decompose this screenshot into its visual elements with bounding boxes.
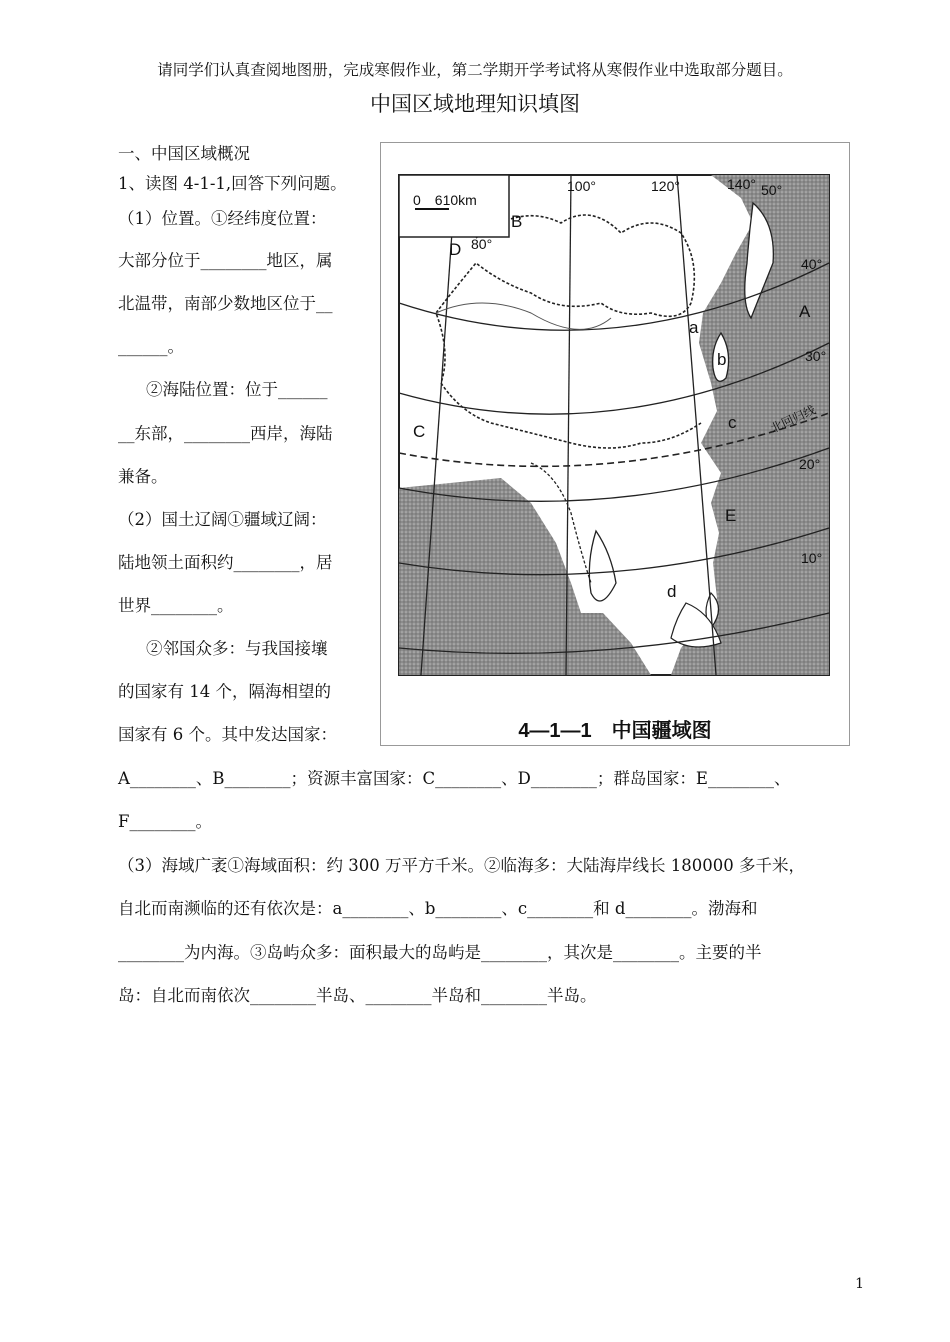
latitude-label-40: 40° [801, 256, 823, 272]
question-line: 国家有 6 个。其中发达国家： [118, 725, 337, 744]
question-line: （2）国土辽阔①疆域辽阔： [118, 510, 327, 529]
question-line: ________为内海。③岛屿众多：面积最大的岛屿是________，其次是________。主要的半 [118, 943, 762, 962]
question-line: 世界________。 [118, 596, 234, 615]
latitude-label-80: 80° [471, 236, 493, 252]
section-heading: 一、中国区域概况 [118, 144, 250, 163]
question-line: 陆地领土面积约________，居 [118, 553, 333, 572]
question-line: （3）海域广袤①海域面积：约 300 万平方千米。②临海多：大陆海岸线长 180000 多千米， [118, 856, 805, 875]
map-letter-B: B [511, 212, 523, 231]
map-letter-b: b [717, 350, 727, 369]
question-line: 大部分位于________地区，属 [118, 251, 333, 270]
question-line: ______。 [118, 337, 184, 356]
page-number: 1 [855, 1276, 864, 1292]
map-letter-C: C [413, 422, 426, 441]
map-letter-c: c [728, 413, 737, 432]
page-title: 中国区域地理知识填图 [370, 92, 580, 116]
question-line: （1）位置。①经纬度位置： [118, 209, 327, 228]
question-line: 岛：自北而南依次________半岛、________半岛和________半岛。 [118, 986, 597, 1005]
question-line: 北温带，南部少数地区位于__ [118, 294, 333, 313]
longitude-label-100: 100° [567, 178, 596, 194]
map-letter-A: A [799, 302, 811, 321]
map-letter-a: a [689, 318, 699, 337]
latitude-label-10: 10° [801, 550, 823, 566]
map-letter-d: d [667, 582, 677, 601]
question-line: 的国家有 14 个，隔海相望的 [118, 682, 331, 701]
figure-caption: 4—1—1 中国疆域图 [518, 720, 712, 742]
scale-label: 0 610km [413, 192, 477, 208]
question-line: 1、读图 4-1-1,回答下列问题。 [118, 174, 347, 193]
map-letter-E: E [725, 506, 737, 525]
question-line: 兼备。 [118, 467, 168, 486]
question-line: __东部，________西岸，海陆 [118, 424, 333, 443]
longitude-label-120: 120° [651, 178, 680, 194]
map-svg [381, 143, 849, 745]
china-territory-map-figure [380, 142, 850, 746]
question-line: 自北而南濒临的还有依次是：a________、b________、c________和 d________。渤海和 [118, 899, 758, 918]
question-line: F________。 [118, 812, 212, 831]
question-line: A________、B________；资源丰富国家：C________、D________；群岛国家：E________、 [118, 769, 791, 788]
longitude-label-140: 140° [727, 176, 756, 192]
map-letter-D: D [449, 240, 462, 259]
tropic-label: 北回归线 [768, 402, 818, 436]
question-line: ②邻国众多：与我国接壤 [146, 639, 328, 658]
notice-text: 请同学们认真查阅地图册，完成寒假作业，第二学期开学考试将从寒假作业中选取部分题目。 [157, 61, 793, 79]
latitude-label-50: 50° [761, 182, 783, 198]
latitude-label-30: 30° [805, 348, 827, 364]
latitude-label-20: 20° [799, 456, 821, 472]
question-line: ②海陆位置：位于______ [146, 380, 328, 399]
